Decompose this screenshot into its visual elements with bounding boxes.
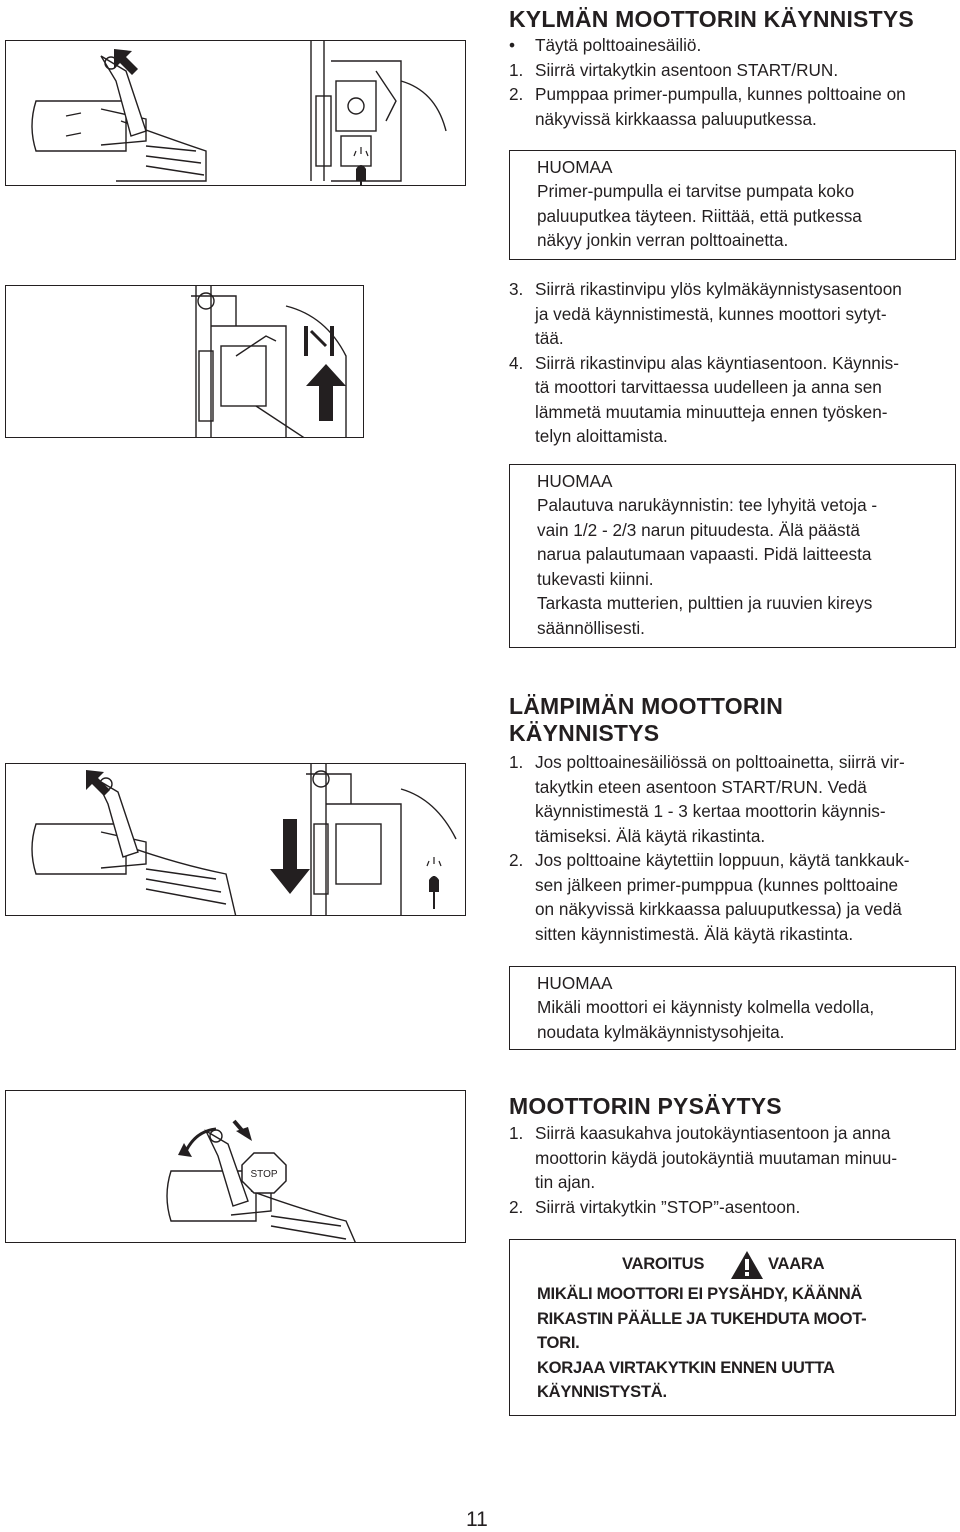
list-item: 1. Siirrä virtakytkin asentoon START/RUN. — [509, 59, 839, 80]
list-item: tämiseksi. Älä käytä rikastinta. — [535, 825, 766, 846]
cold-start-steps-continued — [509, 277, 954, 449]
carburetor-illustration — [311, 41, 446, 181]
list-item: tin ajan. — [535, 1172, 596, 1192]
list-item: tä moottori tarvittaessa uudelleen ja anna sen — [535, 377, 882, 397]
list-item: ja vedä käynnistimestä, kunnes moottori sytyt- — [535, 303, 887, 324]
note-text: Primer-pumpulla ei tarvitse pumpata koko paluuputkea täyteen. Riittää, että putkessa näkyy jonkin verran polttoainetta. — [537, 181, 862, 250]
up-left-arrow-icon — [86, 770, 110, 796]
throttle-handle-illustration — [6, 41, 466, 186]
warning-triangle-icon — [730, 1250, 764, 1280]
stop-steps — [509, 1121, 954, 1219]
list-item: 3. Siirrä rikastinvipu ylös kylmäkäynnistysasentoon — [509, 279, 902, 299]
warm-start-steps — [509, 750, 954, 946]
list-item: • Täytä polttoainesäiliö. — [509, 33, 954, 58]
figure-stop — [5, 1090, 466, 1243]
note-heading: HUOMAA — [537, 973, 613, 993]
note-heading: HUOMAA — [537, 471, 613, 491]
figure-warm-start — [5, 763, 466, 916]
cold-start-title: KYLMÄN MOOTTORIN KÄYNNISTYS — [509, 6, 914, 32]
note-box-warm-start — [509, 966, 956, 1050]
list-item: 1. Siirrä kaasukahva joutokäyntiasentoon ja anna — [509, 1123, 891, 1143]
page-number: 11 — [466, 1508, 488, 1531]
note-heading: HUOMAA — [537, 157, 613, 177]
danger-label: VAARA — [768, 1254, 825, 1273]
bullet-marker: • — [509, 35, 516, 55]
list-item: käynnistimestä 1 - 3 kertaa moottorin käynnis- — [535, 801, 886, 821]
list-item: 1. Jos polttoainesäiliössä on polttoainetta, siirrä vir- — [509, 752, 905, 772]
warning-header — [510, 1250, 955, 1280]
list-item: on näkyvissä kirkkaassa paluuputkessa) ja vedä — [535, 899, 902, 919]
figure-cold-start-primer — [5, 40, 466, 186]
list-item: näkyvissä kirkkaassa paluuputkessa. — [535, 108, 817, 129]
warning-text: MIKÄLI MOOTTORI EI PYSÄHDY, KÄÄNNÄ RIKASTIN PÄÄLLE JA TUKEHDUTA MOOT- TORI. KORJAA VIRTAKYTKIN ENNEN UUTTA KÄYNNISTYSTÄ. — [537, 1284, 867, 1401]
list-item: lämmetä muutamia minuutteja ennen työsken- — [535, 401, 888, 422]
stop-sign-text: STOP — [250, 1169, 278, 1180]
note-box-primer — [509, 150, 956, 260]
list-item: 2. Pumppaa primer-pumpulla, kunnes polttoaine on — [509, 84, 906, 104]
list-item: 4. Siirrä rikastinvipu alas käyntiasentoon. Käynnis- — [509, 352, 899, 373]
stop-title: MOOTTORIN PYSÄYTYS — [509, 1093, 782, 1119]
list-item: telyn aloittamista. — [535, 426, 668, 446]
up-arrow-icon — [306, 364, 346, 421]
note-box-recoil-starter — [509, 464, 956, 648]
warm-start-title: LÄMPIMÄN MOOTTORIN KÄYNNISTYS — [509, 693, 784, 746]
list-item: takytkin eteen asentoon START/RUN. Vedä — [535, 776, 867, 797]
note-text: Mikäli moottori ei käynnisty kolmella vedolla, noudata kylmäkäynnistysohjeita. — [537, 997, 875, 1042]
list-item: sitten käynnistimestä. Älä käytä rikastinta. — [535, 923, 854, 944]
list-item: tää. — [535, 328, 564, 348]
primer-bulb-icon — [427, 857, 441, 909]
list-item: 2. Siirrä virtakytkin ”STOP”-asentoon. — [509, 1196, 801, 1217]
throttle-handle-illustration — [32, 778, 236, 916]
figure-choke-up — [5, 285, 364, 438]
stop-sign-icon — [242, 1153, 286, 1193]
list-item: sen jälkeen primer-pumppua (kunnes polttoaine — [535, 874, 899, 895]
choke-lever-icon — [304, 326, 334, 356]
list-item: moottorin käydä joutokäyntiä muutaman minuu- — [535, 1147, 898, 1168]
note-text: Palautuva narukäynnistin: tee lyhyitä vetoja - vain 1/2 - 2/3 narun pituudesta. Älä päästä narua palautumaan vapaasti. Pidä laitteesta tukevasti kiinni. Tarkasta mutterien, pulttien ja ruuvien kireys säännöllisesti. — [537, 495, 878, 638]
down-arrow-icon — [270, 819, 310, 894]
warning-box — [509, 1239, 956, 1416]
warning-label: VAROITUS — [622, 1254, 705, 1273]
list-item: 2. Jos polttoaine käytettiin loppuun, käytä tankkauk- — [509, 850, 910, 870]
cold-start-steps — [509, 33, 954, 131]
